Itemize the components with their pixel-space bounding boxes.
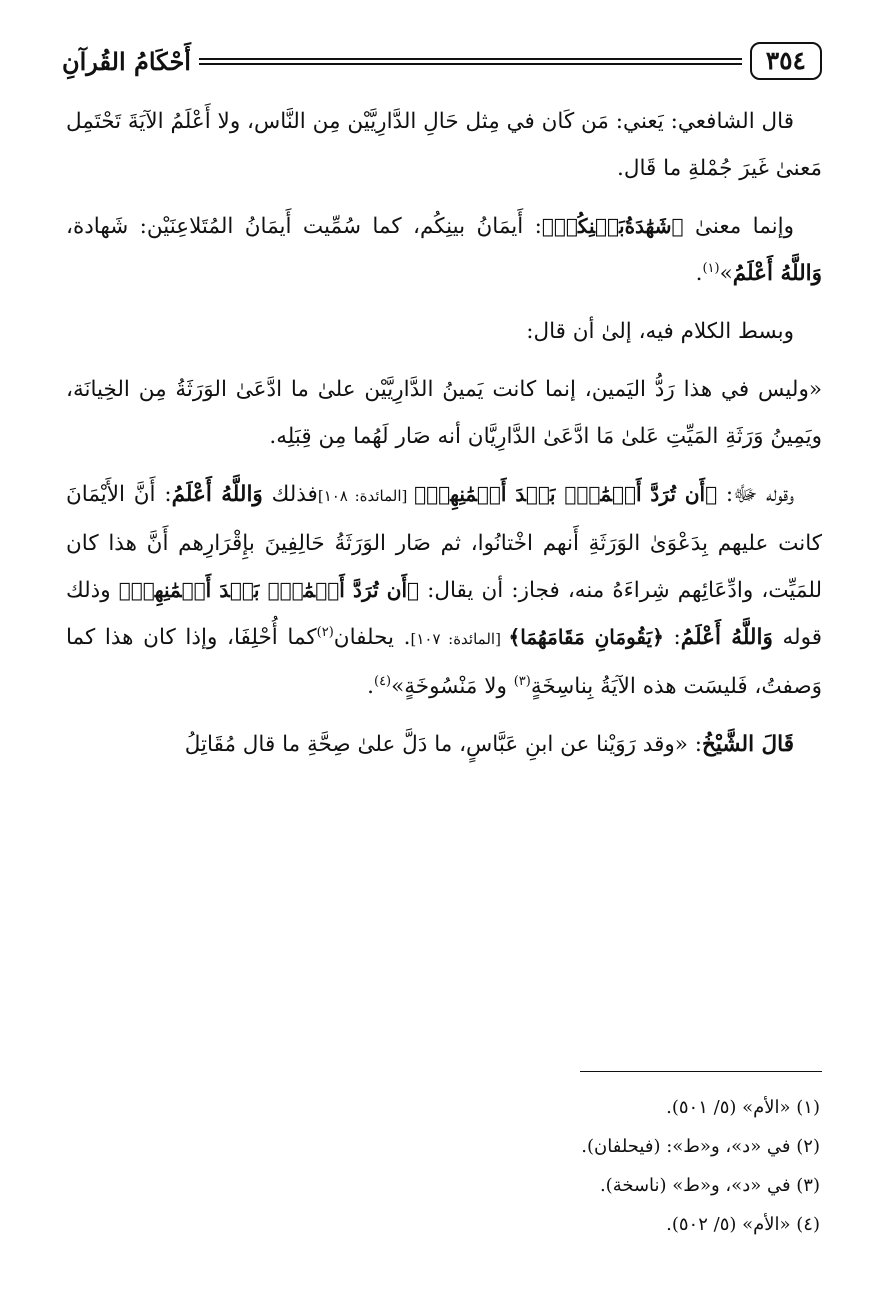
footnote: (٣) في «د»، و«ط» (ناسخة). [599, 1175, 820, 1196]
footnote: (١) «الأم» (٥/ ٥٠١). [666, 1097, 820, 1118]
footnote-ref: (١) [702, 260, 720, 276]
footnote: (٤) «الأم» (٥/ ٥٠٢). [666, 1214, 820, 1235]
quran-quote: ﴿شَهَٰدَةُبَيۡنِكُمۡ﴾ [541, 214, 684, 238]
paragraph [66, 721, 822, 768]
verse-citation: [المائدة: ١٠٧] [410, 630, 509, 648]
footnotes [66, 1088, 820, 1244]
paragraph [66, 471, 822, 710]
text-run: : أَنَّ الأَيْمَانَ كانت عليهم بِدَعْوَىٰ الوَرَثَةِ أَنهم اخْتانُوا، ثم صَار الوَرَثَةُ حَالِفِينَ بإِقْرَارِهم أَنَّ هذا كان للمَيِّت، وادِّعَائِهم شِراءَهُ منه، فجاز: أن يقال: [66, 482, 822, 603]
header-rule [199, 58, 742, 65]
text-run: ولا مَنْسُوخَةٍ» [391, 674, 514, 699]
main-text [66, 98, 822, 779]
emphasis-text: وَاللَّهُ أَعْلَمُ [732, 261, 822, 286]
paragraph [66, 203, 822, 297]
emphasis-text: وَاللَّهُ أَعْلَمُ [171, 482, 263, 507]
quran-quote: ﴿أَن تُرَدَّ أَيۡمَٰنُۢ بَعۡدَ أَيۡمَٰنِهِمۡ﴾ [414, 482, 718, 506]
text-run: : «وقد رَوَيْنا عن ابنِ عَبَّاسٍ، ما دَلَّ علىٰ صِحَّةِ ما قال مُقَاتِلُ [184, 732, 702, 757]
text-run: وبسط الكلام فيه، إلىٰ أن قال: [526, 319, 794, 344]
footnote-ref: (٣) [513, 673, 531, 689]
text-run: . [695, 261, 703, 286]
text-run: «وليس في هذا رَدُّ اليَمين، إنما كانت يَمينُ الدَّارِيَّيْن علىٰ ما ادَّعَىٰ الوَرَثَةُ مِن الخِيانَة، ويَمِينُ وَرَثَةِ المَيِّتِ عَلىٰ مَا ادَّعَىٰ الدَّارِيَّان أنه صَار لَهُما مِن قِبَلِه. [66, 377, 822, 449]
page-number: ٣٥٤ [750, 42, 822, 80]
running-title: أَحْكَامُ القُرآنِ [62, 46, 191, 76]
quran-quote: ﴿يَقُومَانِ مَقَامَهُمَا﴾ [508, 625, 664, 649]
paragraph [66, 366, 822, 460]
text-run: » [719, 261, 733, 286]
emphasis-text: وَاللَّهُ أَعْلَمُ [680, 625, 773, 650]
text-run: : [663, 625, 681, 650]
footnote-ref: (٤) [373, 673, 392, 689]
text-run: : أَيمَانُ بينِكُم، كما سُمِّيت أَيمَانُ المُتَلاعِنَيْن: شَهادة، [66, 214, 542, 239]
text-run: . يحلفان [333, 625, 411, 650]
page-header [62, 38, 822, 84]
text-run: فذلك [262, 482, 318, 507]
paragraph [66, 308, 822, 355]
text-run: وإنما معنىٰ [683, 214, 794, 239]
quran-quote: ﴿أَن تُرَدَّ أَيۡمَٰنُۢ بَعۡدَ أَيۡمَٰنِهِمۡ﴾ [118, 578, 420, 602]
text-run: وقوله ﷻ: [717, 482, 795, 507]
footnote-ref: (٢) [316, 624, 334, 640]
footnote: (٢) في «د»، و«ط»: (فيحلفان). [581, 1136, 820, 1157]
text-run: . [367, 674, 374, 699]
footnote-separator [580, 1071, 822, 1072]
text-run: قال الشافعي: يَعني: مَن كَان في مِثل حَالِ الدَّارِيَّيْن مِن النَّاس، ولا أَعْلَمُ الآيَةَ تَحْتَمِل مَعنىٰ غَيرَ جُمْلةِ ما قَال. [66, 109, 822, 181]
text-run: كما أُحْلِفَا، وإذا كان هذا كما وَصفتُ، فَليسَت هذه الآيَةُ بِناسِخَةٍ [66, 625, 822, 699]
text-run: وذلك قوله [66, 578, 822, 650]
paragraph [66, 98, 822, 192]
emphasis-text: قَالَ الشَّيْخُ [701, 732, 794, 757]
verse-citation: [المائدة: ١٠٨] [317, 487, 415, 505]
